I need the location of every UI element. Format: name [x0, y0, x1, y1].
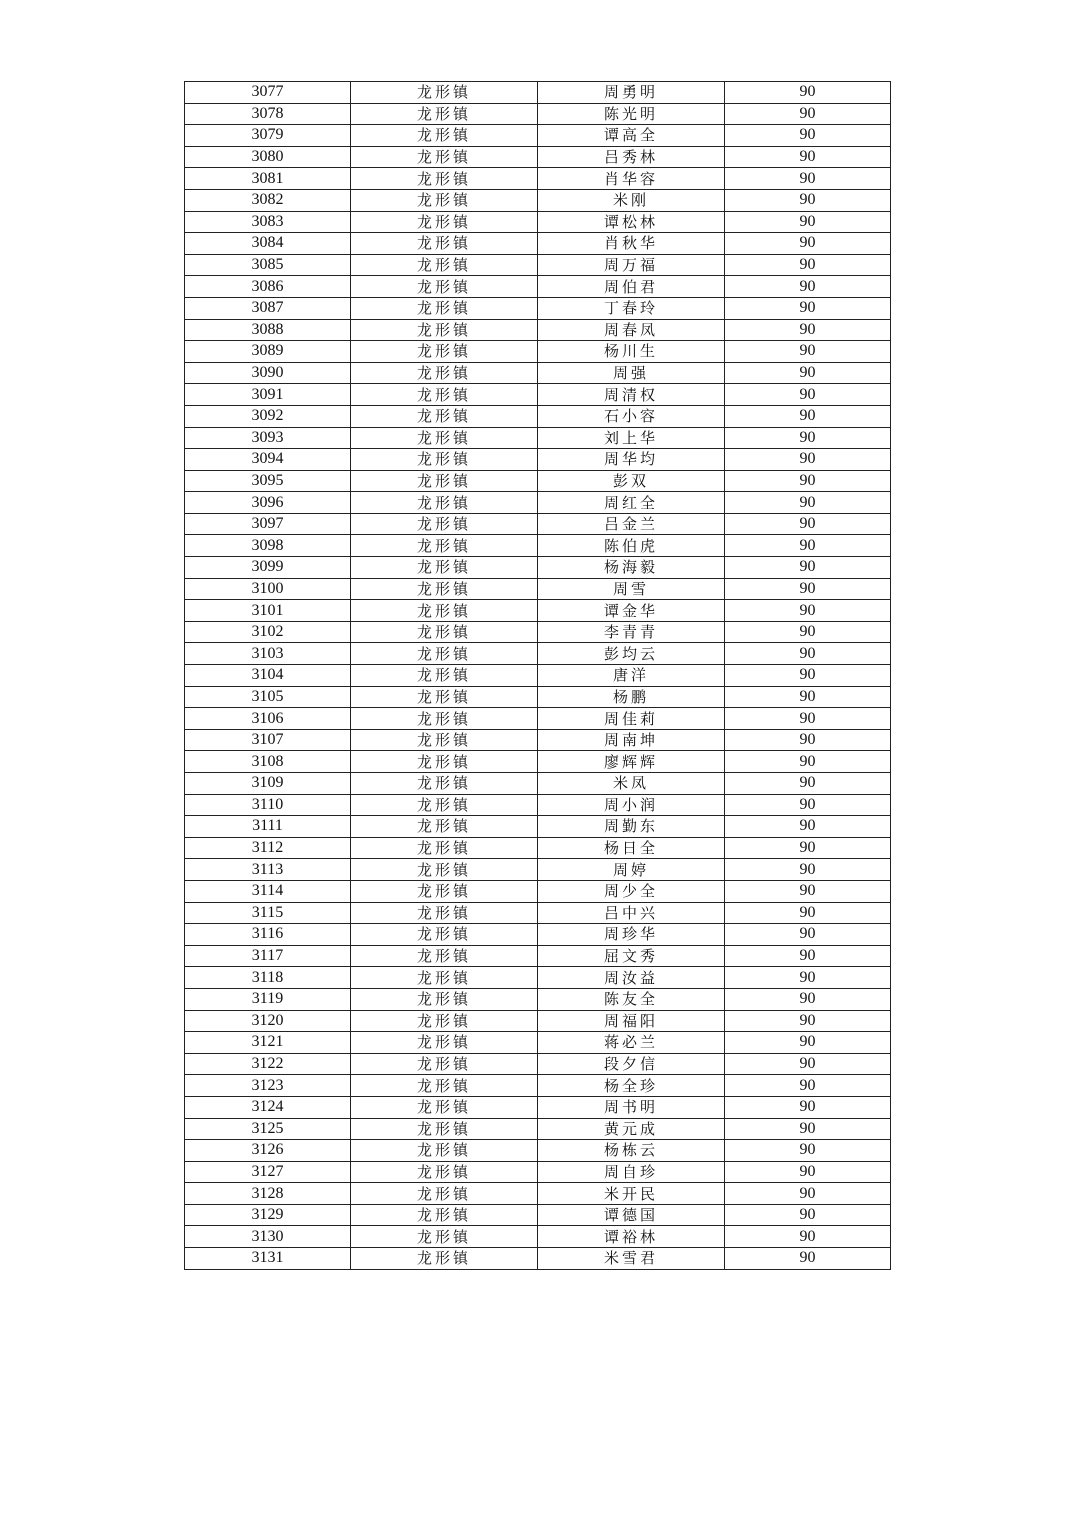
row-number-cell: 3085	[185, 254, 351, 276]
row-number-cell: 3114	[185, 880, 351, 902]
name-cell: 周自珍	[538, 1161, 725, 1183]
name-cell: 周清权	[538, 384, 725, 406]
row-number-cell: 3092	[185, 405, 351, 427]
score-cell: 90	[725, 470, 891, 492]
table-row	[185, 1226, 891, 1248]
town-cell: 龙形镇	[351, 880, 538, 902]
name-cell: 杨栋云	[538, 1140, 725, 1162]
score-cell: 90	[725, 276, 891, 298]
score-cell: 90	[725, 189, 891, 211]
town-cell: 龙形镇	[351, 1096, 538, 1118]
score-cell: 90	[725, 924, 891, 946]
row-number-cell: 3126	[185, 1140, 351, 1162]
table-row	[185, 470, 891, 492]
score-cell: 90	[725, 837, 891, 859]
row-number-cell: 3097	[185, 513, 351, 535]
name-cell: 吕秀林	[538, 146, 725, 168]
town-cell: 龙形镇	[351, 708, 538, 730]
table-row	[185, 967, 891, 989]
town-cell: 龙形镇	[351, 233, 538, 255]
row-number-cell: 3088	[185, 319, 351, 341]
name-cell: 彭双	[538, 470, 725, 492]
name-cell: 周婷	[538, 859, 725, 881]
town-cell: 龙形镇	[351, 967, 538, 989]
row-number-cell: 3120	[185, 1010, 351, 1032]
table-row	[185, 362, 891, 384]
name-cell: 肖华容	[538, 168, 725, 190]
score-cell: 90	[725, 643, 891, 665]
name-cell: 周强	[538, 362, 725, 384]
town-cell: 龙形镇	[351, 665, 538, 687]
name-cell: 谭裕林	[538, 1226, 725, 1248]
name-cell: 刘上华	[538, 427, 725, 449]
town-cell: 龙形镇	[351, 751, 538, 773]
table-row	[185, 1032, 891, 1054]
row-number-cell: 3089	[185, 341, 351, 363]
score-cell: 90	[725, 1053, 891, 1075]
score-cell: 90	[725, 254, 891, 276]
name-cell: 陈友全	[538, 988, 725, 1010]
score-cell: 90	[725, 902, 891, 924]
row-number-cell: 3105	[185, 686, 351, 708]
score-cell: 90	[725, 600, 891, 622]
town-cell: 龙形镇	[351, 319, 538, 341]
name-cell: 谭松林	[538, 211, 725, 233]
score-cell: 90	[725, 1140, 891, 1162]
town-cell: 龙形镇	[351, 82, 538, 104]
table-row	[185, 1075, 891, 1097]
name-cell: 杨鹏	[538, 686, 725, 708]
table-row	[185, 621, 891, 643]
town-cell: 龙形镇	[351, 557, 538, 579]
table-row	[185, 103, 891, 125]
name-cell: 杨海毅	[538, 557, 725, 579]
town-cell: 龙形镇	[351, 859, 538, 881]
town-cell: 龙形镇	[351, 297, 538, 319]
town-cell: 龙形镇	[351, 254, 538, 276]
table-row	[185, 751, 891, 773]
row-number-cell: 3101	[185, 600, 351, 622]
town-cell: 龙形镇	[351, 492, 538, 514]
score-cell: 90	[725, 665, 891, 687]
name-cell: 陈光明	[538, 103, 725, 125]
table-row	[185, 1053, 891, 1075]
town-cell: 龙形镇	[351, 988, 538, 1010]
score-cell: 90	[725, 1075, 891, 1097]
score-cell: 90	[725, 535, 891, 557]
table-row	[185, 557, 891, 579]
score-cell: 90	[725, 1032, 891, 1054]
row-number-cell: 3113	[185, 859, 351, 881]
table-row	[185, 816, 891, 838]
name-cell: 周万福	[538, 254, 725, 276]
town-cell: 龙形镇	[351, 1248, 538, 1270]
town-cell: 龙形镇	[351, 1204, 538, 1226]
town-cell: 龙形镇	[351, 1053, 538, 1075]
row-number-cell: 3084	[185, 233, 351, 255]
town-cell: 龙形镇	[351, 643, 538, 665]
town-cell: 龙形镇	[351, 578, 538, 600]
row-number-cell: 3080	[185, 146, 351, 168]
town-cell: 龙形镇	[351, 1226, 538, 1248]
town-cell: 龙形镇	[351, 1161, 538, 1183]
row-number-cell: 3099	[185, 557, 351, 579]
town-cell: 龙形镇	[351, 103, 538, 125]
score-cell: 90	[725, 1226, 891, 1248]
score-cell: 90	[725, 82, 891, 104]
score-cell: 90	[725, 211, 891, 233]
town-cell: 龙形镇	[351, 1118, 538, 1140]
row-number-cell: 3111	[185, 816, 351, 838]
name-cell: 肖秋华	[538, 233, 725, 255]
table-row	[185, 924, 891, 946]
name-cell: 蒋必兰	[538, 1032, 725, 1054]
table-row	[185, 513, 891, 535]
row-number-cell: 3107	[185, 729, 351, 751]
score-cell: 90	[725, 297, 891, 319]
table-row	[185, 643, 891, 665]
name-cell: 周勤东	[538, 816, 725, 838]
town-cell: 龙形镇	[351, 1032, 538, 1054]
row-number-cell: 3086	[185, 276, 351, 298]
row-number-cell: 3093	[185, 427, 351, 449]
table-row	[185, 82, 891, 104]
score-cell: 90	[725, 103, 891, 125]
table-row	[185, 297, 891, 319]
score-cell: 90	[725, 1161, 891, 1183]
name-cell: 吕中兴	[538, 902, 725, 924]
table-row	[185, 729, 891, 751]
score-cell: 90	[725, 816, 891, 838]
town-cell: 龙形镇	[351, 945, 538, 967]
score-cell: 90	[725, 427, 891, 449]
name-cell: 周南坤	[538, 729, 725, 751]
table-row	[185, 1010, 891, 1032]
town-cell: 龙形镇	[351, 168, 538, 190]
row-number-cell: 3125	[185, 1118, 351, 1140]
row-number-cell: 3130	[185, 1226, 351, 1248]
score-cell: 90	[725, 729, 891, 751]
score-cell: 90	[725, 773, 891, 795]
town-cell: 龙形镇	[351, 773, 538, 795]
score-cell: 90	[725, 513, 891, 535]
name-cell: 周汝益	[538, 967, 725, 989]
row-number-cell: 3127	[185, 1161, 351, 1183]
table-row	[185, 254, 891, 276]
row-number-cell: 3083	[185, 211, 351, 233]
score-cell: 90	[725, 1118, 891, 1140]
name-cell: 米雪君	[538, 1248, 725, 1270]
name-cell: 周少全	[538, 880, 725, 902]
score-cell: 90	[725, 1204, 891, 1226]
score-cell: 90	[725, 578, 891, 600]
row-number-cell: 3079	[185, 125, 351, 147]
name-cell: 周春凤	[538, 319, 725, 341]
name-cell: 杨日全	[538, 837, 725, 859]
row-number-cell: 3095	[185, 470, 351, 492]
name-cell: 屈文秀	[538, 945, 725, 967]
score-cell: 90	[725, 362, 891, 384]
table-row	[185, 405, 891, 427]
table-row	[185, 1140, 891, 1162]
name-cell: 石小容	[538, 405, 725, 427]
row-number-cell: 3082	[185, 189, 351, 211]
table-row	[185, 1118, 891, 1140]
name-cell: 周勇明	[538, 82, 725, 104]
town-cell: 龙形镇	[351, 341, 538, 363]
score-cell: 90	[725, 621, 891, 643]
table-row	[185, 341, 891, 363]
score-cell: 90	[725, 794, 891, 816]
row-number-cell: 3129	[185, 1204, 351, 1226]
table-row	[185, 1096, 891, 1118]
data-table	[184, 81, 891, 1270]
score-cell: 90	[725, 686, 891, 708]
town-cell: 龙形镇	[351, 1183, 538, 1205]
score-cell: 90	[725, 967, 891, 989]
town-cell: 龙形镇	[351, 902, 538, 924]
town-cell: 龙形镇	[351, 146, 538, 168]
table-row	[185, 708, 891, 730]
town-cell: 龙形镇	[351, 1140, 538, 1162]
row-number-cell: 3091	[185, 384, 351, 406]
row-number-cell: 3131	[185, 1248, 351, 1270]
row-number-cell: 3121	[185, 1032, 351, 1054]
row-number-cell: 3122	[185, 1053, 351, 1075]
row-number-cell: 3081	[185, 168, 351, 190]
table-row	[185, 859, 891, 881]
score-cell: 90	[725, 988, 891, 1010]
row-number-cell: 3077	[185, 82, 351, 104]
table-row	[185, 665, 891, 687]
town-cell: 龙形镇	[351, 449, 538, 471]
town-cell: 龙形镇	[351, 924, 538, 946]
town-cell: 龙形镇	[351, 189, 538, 211]
table-row	[185, 1248, 891, 1270]
row-number-cell: 3115	[185, 902, 351, 924]
name-cell: 陈伯虎	[538, 535, 725, 557]
table-row	[185, 384, 891, 406]
table-row	[185, 427, 891, 449]
score-cell: 90	[725, 557, 891, 579]
row-number-cell: 3116	[185, 924, 351, 946]
row-number-cell: 3119	[185, 988, 351, 1010]
score-cell: 90	[725, 859, 891, 881]
name-cell: 彭均云	[538, 643, 725, 665]
table-row	[185, 837, 891, 859]
table-row	[185, 211, 891, 233]
table-row	[185, 168, 891, 190]
table-row	[185, 945, 891, 967]
table-row	[185, 146, 891, 168]
table-row	[185, 902, 891, 924]
table-row	[185, 600, 891, 622]
table-row	[185, 276, 891, 298]
town-cell: 龙形镇	[351, 276, 538, 298]
score-cell: 90	[725, 319, 891, 341]
score-cell: 90	[725, 1010, 891, 1032]
name-cell: 杨全珍	[538, 1075, 725, 1097]
town-cell: 龙形镇	[351, 384, 538, 406]
score-cell: 90	[725, 708, 891, 730]
name-cell: 李青青	[538, 621, 725, 643]
name-cell: 周小润	[538, 794, 725, 816]
table-row	[185, 189, 891, 211]
name-cell: 周书明	[538, 1096, 725, 1118]
score-cell: 90	[725, 880, 891, 902]
score-cell: 90	[725, 1248, 891, 1270]
town-cell: 龙形镇	[351, 794, 538, 816]
name-cell: 谭高全	[538, 125, 725, 147]
row-number-cell: 3098	[185, 535, 351, 557]
table-row	[185, 233, 891, 255]
score-cell: 90	[725, 233, 891, 255]
table-row	[185, 794, 891, 816]
town-cell: 龙形镇	[351, 362, 538, 384]
name-cell: 周福阳	[538, 1010, 725, 1032]
row-number-cell: 3087	[185, 297, 351, 319]
town-cell: 龙形镇	[351, 535, 538, 557]
name-cell: 丁春玲	[538, 297, 725, 319]
table-row	[185, 1204, 891, 1226]
score-cell: 90	[725, 449, 891, 471]
name-cell: 段夕信	[538, 1053, 725, 1075]
row-number-cell: 3128	[185, 1183, 351, 1205]
name-cell: 米凤	[538, 773, 725, 795]
name-cell: 杨川生	[538, 341, 725, 363]
name-cell: 谭金华	[538, 600, 725, 622]
town-cell: 龙形镇	[351, 686, 538, 708]
table-row	[185, 686, 891, 708]
town-cell: 龙形镇	[351, 513, 538, 535]
town-cell: 龙形镇	[351, 621, 538, 643]
score-cell: 90	[725, 384, 891, 406]
row-number-cell: 3108	[185, 751, 351, 773]
town-cell: 龙形镇	[351, 427, 538, 449]
score-cell: 90	[725, 146, 891, 168]
score-cell: 90	[725, 405, 891, 427]
row-number-cell: 3124	[185, 1096, 351, 1118]
table-row	[185, 319, 891, 341]
score-cell: 90	[725, 945, 891, 967]
row-number-cell: 3102	[185, 621, 351, 643]
name-cell: 周雪	[538, 578, 725, 600]
table-body	[185, 82, 891, 1270]
score-cell: 90	[725, 125, 891, 147]
score-cell: 90	[725, 341, 891, 363]
table-row	[185, 535, 891, 557]
table-row	[185, 988, 891, 1010]
score-cell: 90	[725, 751, 891, 773]
name-cell: 周伯君	[538, 276, 725, 298]
table-row	[185, 1161, 891, 1183]
row-number-cell: 3118	[185, 967, 351, 989]
row-number-cell: 3096	[185, 492, 351, 514]
name-cell: 周华均	[538, 449, 725, 471]
row-number-cell: 3117	[185, 945, 351, 967]
name-cell: 米开民	[538, 1183, 725, 1205]
row-number-cell: 3104	[185, 665, 351, 687]
name-cell: 米刚	[538, 189, 725, 211]
score-cell: 90	[725, 1096, 891, 1118]
town-cell: 龙形镇	[351, 470, 538, 492]
table-row	[185, 125, 891, 147]
table-row	[185, 773, 891, 795]
table-row	[185, 449, 891, 471]
row-number-cell: 3100	[185, 578, 351, 600]
town-cell: 龙形镇	[351, 211, 538, 233]
table-row	[185, 880, 891, 902]
name-cell: 黄元成	[538, 1118, 725, 1140]
name-cell: 周红全	[538, 492, 725, 514]
row-number-cell: 3106	[185, 708, 351, 730]
row-number-cell: 3123	[185, 1075, 351, 1097]
name-cell: 唐洋	[538, 665, 725, 687]
score-cell: 90	[725, 1183, 891, 1205]
row-number-cell: 3094	[185, 449, 351, 471]
town-cell: 龙形镇	[351, 405, 538, 427]
table-row	[185, 578, 891, 600]
row-number-cell: 3090	[185, 362, 351, 384]
row-number-cell: 3103	[185, 643, 351, 665]
name-cell: 廖辉辉	[538, 751, 725, 773]
name-cell: 谭德国	[538, 1204, 725, 1226]
table-row	[185, 1183, 891, 1205]
name-cell: 吕金兰	[538, 513, 725, 535]
town-cell: 龙形镇	[351, 816, 538, 838]
town-cell: 龙形镇	[351, 125, 538, 147]
town-cell: 龙形镇	[351, 1010, 538, 1032]
town-cell: 龙形镇	[351, 1075, 538, 1097]
row-number-cell: 3112	[185, 837, 351, 859]
row-number-cell: 3109	[185, 773, 351, 795]
score-cell: 90	[725, 168, 891, 190]
town-cell: 龙形镇	[351, 729, 538, 751]
town-cell: 龙形镇	[351, 600, 538, 622]
name-cell: 周佳莉	[538, 708, 725, 730]
town-cell: 龙形镇	[351, 837, 538, 859]
table-row	[185, 492, 891, 514]
name-cell: 周珍华	[538, 924, 725, 946]
score-cell: 90	[725, 492, 891, 514]
row-number-cell: 3110	[185, 794, 351, 816]
row-number-cell: 3078	[185, 103, 351, 125]
